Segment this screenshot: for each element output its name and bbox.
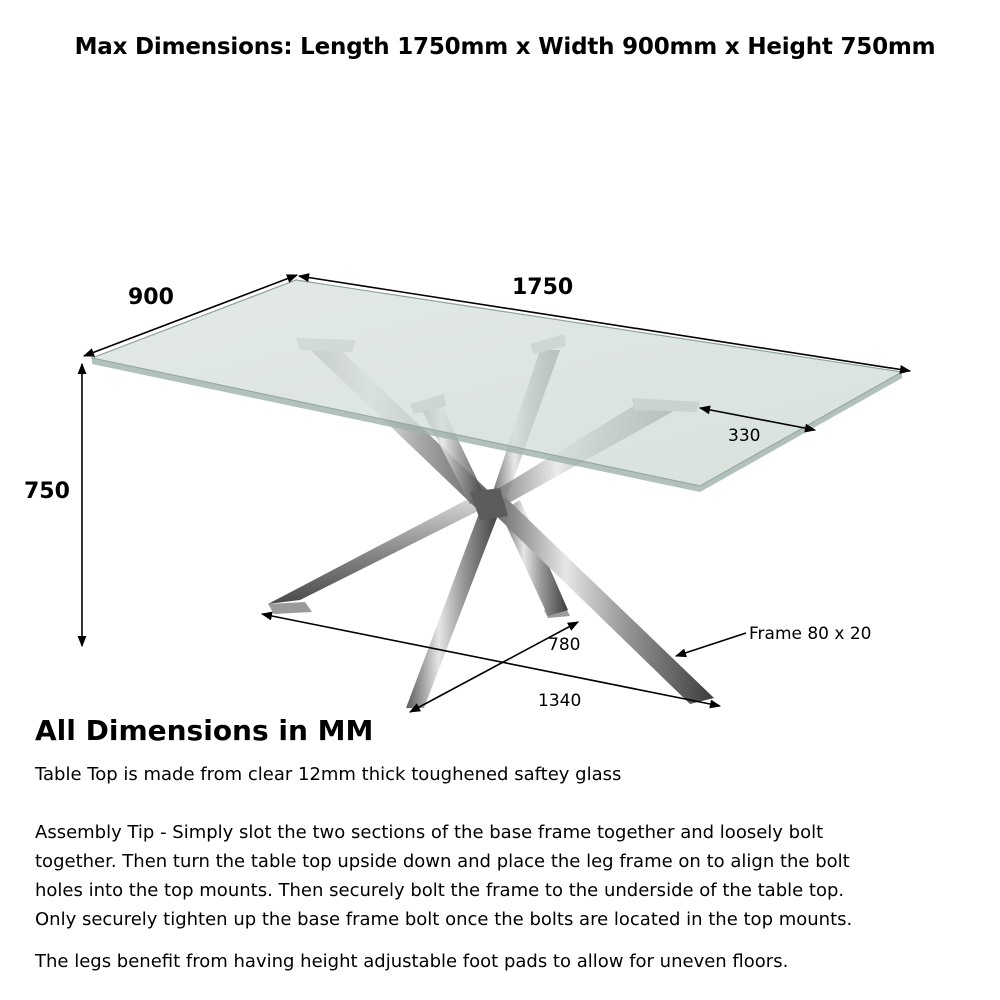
assembly-tip [35,818,852,934]
height-label: 750 [24,479,70,504]
base-length-label: 1340 [538,691,582,711]
frame-label: Frame 80 x 20 [749,624,872,644]
frame-pointer-line [676,633,746,656]
overhang-label: 330 [728,426,761,446]
base-width-label: 780 [548,635,581,655]
assembly-tip-line: Assembly Tip - Simply slot the two sections of the base frame together and loosely bolt [35,822,824,843]
width-label: 900 [128,285,174,310]
glass-table-top [92,280,902,492]
units-heading: All Dimensions in MM [35,714,374,747]
glass-note: Table Top is made from clear 12mm thick toughened saftey glass [35,764,622,785]
length-label: 1750 [512,275,574,300]
assembly-tip-line: Only securely tighten up the base frame bolt once the bolts are located in the top mounts. [35,909,853,930]
legs-note: The legs benefit from having height adjustable foot pads to allow for uneven floors. [35,951,789,972]
page-title: Max Dimensions: Length 1750mm x Width 900mm x Height 750mm [74,34,936,60]
assembly-tip-line: together. Then turn the table top upside down and place the leg frame on to align the bolt [35,851,850,872]
assembly-tip-line: holes into the top mounts. Then securely bolt the frame to the underside of the table top. [35,880,845,901]
